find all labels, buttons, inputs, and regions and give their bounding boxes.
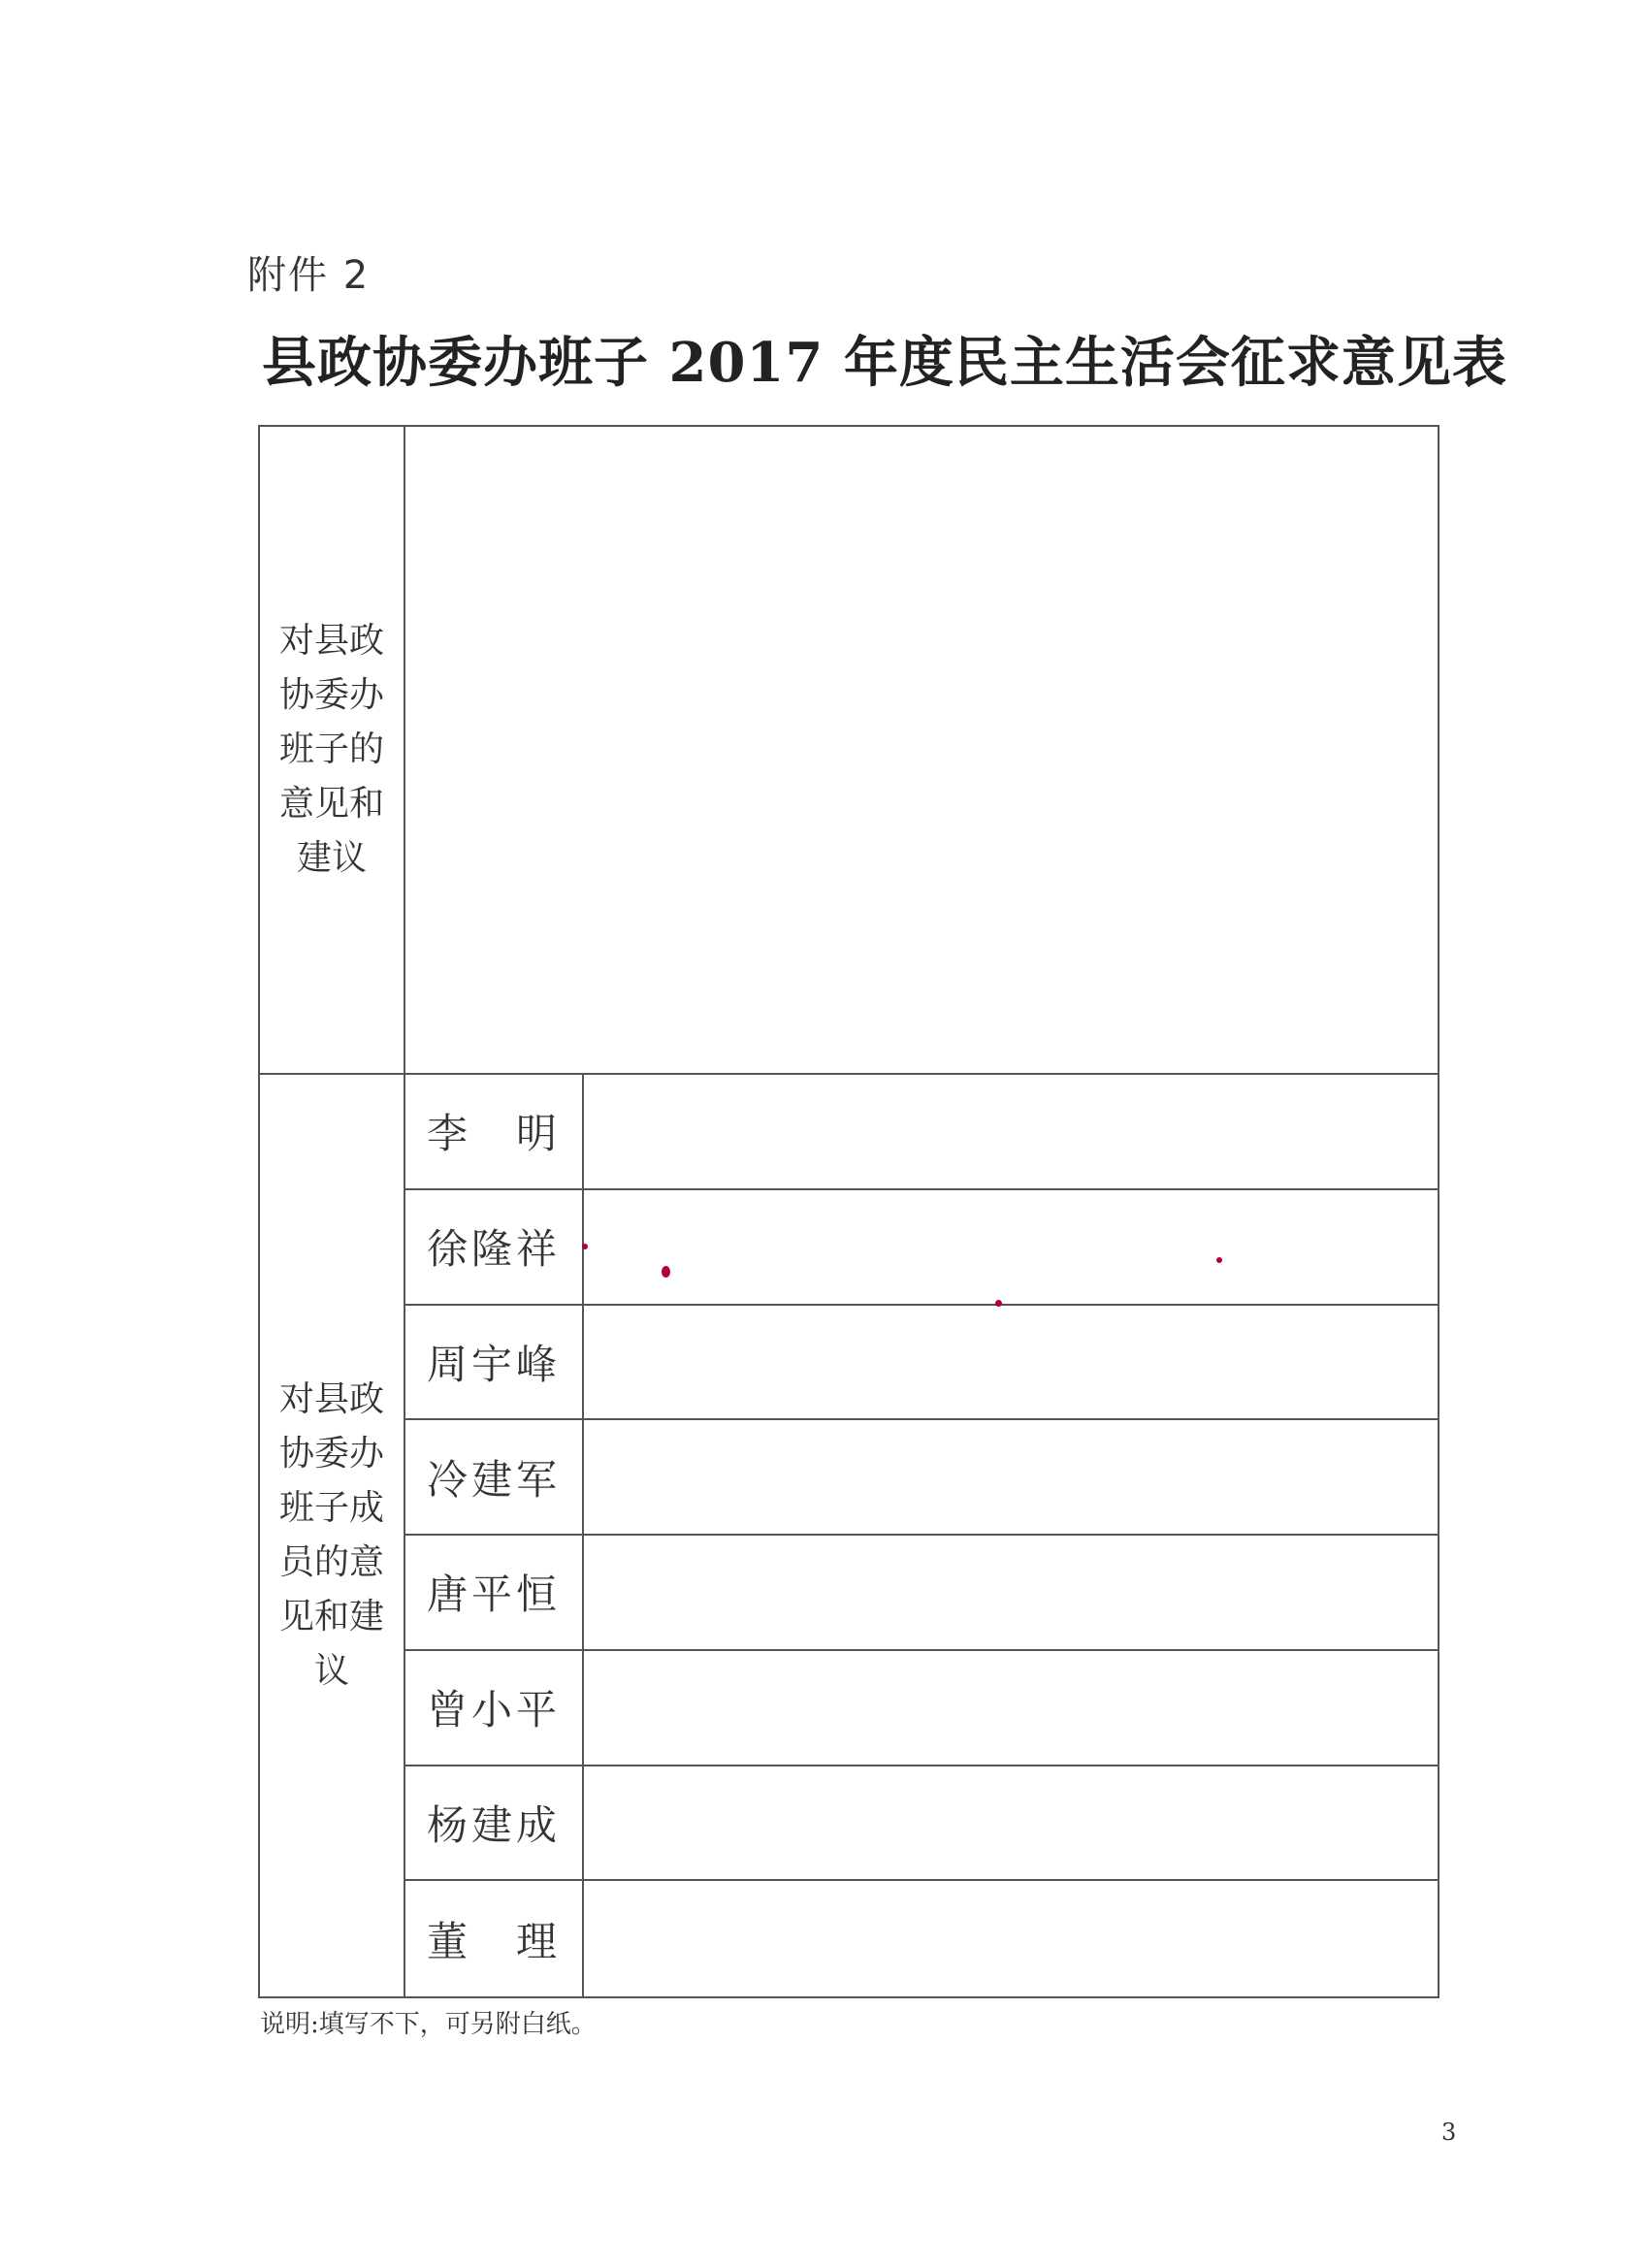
member-opinion-field[interactable]: [584, 1420, 1438, 1534]
member-name: 唐平恒: [405, 1536, 584, 1649]
member-row: [405, 1766, 1438, 1882]
team-opinion-label-text: 对县政协委办班子的意见和建议: [278, 621, 384, 878]
member-row: [405, 1651, 1438, 1766]
member-row: [405, 1420, 1438, 1536]
member-opinion-field[interactable]: [584, 1306, 1438, 1419]
team-opinion-field[interactable]: [405, 427, 1438, 1075]
member-name: 徐隆祥: [405, 1190, 584, 1304]
ink-speck: [582, 1244, 588, 1249]
member-opinion-field[interactable]: [584, 1651, 1438, 1765]
member-row: [405, 1536, 1438, 1651]
attachment-label: 附件 2: [247, 253, 371, 298]
member-opinion-field[interactable]: [584, 1190, 1438, 1304]
ink-speck: [662, 1266, 670, 1278]
member-opinion-field[interactable]: [584, 1881, 1438, 1996]
member-name: 董 理: [405, 1881, 584, 1996]
form-title: 县政协委办班子 2017 年度民主生活会征求意见表: [262, 331, 1507, 395]
member-opinion-label-text: 对县政协委办班子成员的意见和建议: [278, 1379, 384, 1691]
opinion-form-table: [258, 425, 1439, 1998]
member-row: [405, 1190, 1438, 1306]
member-rows: [405, 1075, 1438, 1996]
member-opinion-field[interactable]: [584, 1536, 1438, 1649]
member-name: 杨建成: [405, 1766, 584, 1880]
member-row: [405, 1881, 1438, 1996]
member-opinion-label: [260, 1075, 405, 1996]
fill-note: 说明:填写不下，可另附白纸。: [260, 2010, 597, 2039]
ink-speck: [995, 1300, 1002, 1307]
member-name: 曾小平: [405, 1651, 584, 1765]
member-row: [405, 1306, 1438, 1421]
member-name: 周宇峰: [405, 1306, 584, 1419]
member-row: [405, 1075, 1438, 1190]
team-opinion-label: [260, 427, 405, 1075]
page-number: 3: [1441, 2119, 1457, 2146]
member-opinion-field[interactable]: [584, 1766, 1438, 1880]
member-name: 冷建军: [405, 1420, 584, 1534]
member-opinion-field[interactable]: [584, 1075, 1438, 1188]
ink-speck: [1216, 1257, 1222, 1263]
member-name: 李 明: [405, 1075, 584, 1188]
